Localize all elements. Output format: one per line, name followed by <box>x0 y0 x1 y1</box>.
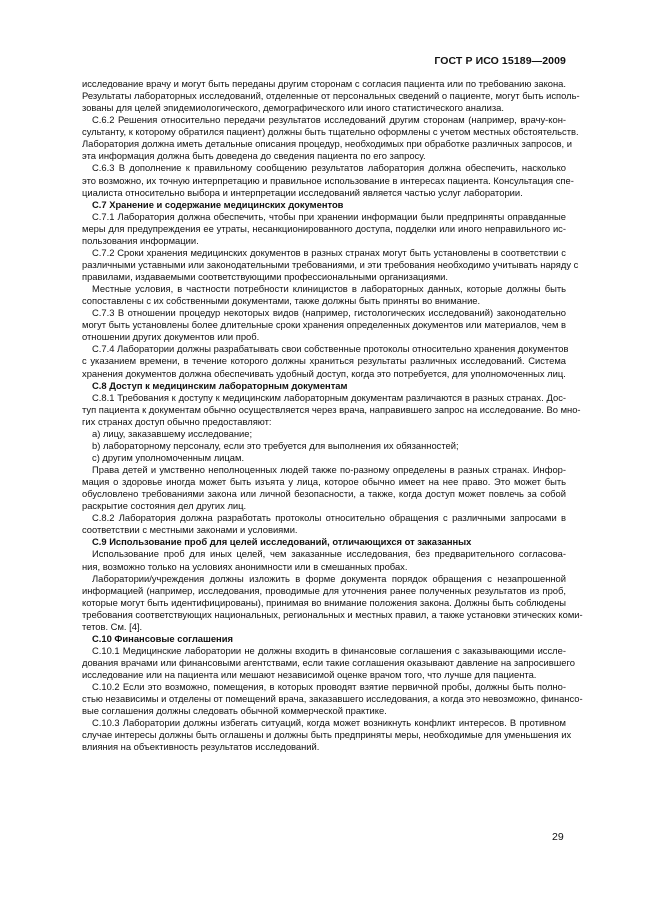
text-line: которые могут быть идентифицированы), принимая во внимание положения закона. Должны быть соблюдены <box>82 596 566 608</box>
text-line: c) другим уполномоченным лицам. <box>92 451 245 463</box>
text-line: могут быть установлены более длительные сроки хранения определенных документов или материалов, чем в <box>82 319 566 331</box>
paragraph <box>82 572 583 633</box>
paragraph <box>82 644 575 681</box>
text-line: С.10 Финансовые соглашения <box>92 632 233 644</box>
text-line: циалиста относительно выбора и интерпретации исследований является частью услуг лаборатории. <box>82 186 523 198</box>
text-line: отношении других документов или проб. <box>82 331 260 343</box>
text-line: стью независимы и отделены от помещений врача, заказавшего исследования, а когда это невозможно, финансо- <box>82 693 583 705</box>
text-line: Использование проб для иных целей, чем заказанные исследования, без предварительного согласова- <box>92 548 566 560</box>
paragraph <box>82 114 579 162</box>
paragraph <box>82 343 569 379</box>
paragraph <box>82 717 572 753</box>
text-line: требования соответствующих национальных, региональных и местных правил, а также установки этических коми- <box>82 608 583 620</box>
text-line: С.8.1 Требования к доступу к медицинским лабораторным документам различаются в разных странах. Дос- <box>92 391 566 403</box>
paragraph <box>82 78 580 114</box>
paragraph <box>82 307 566 343</box>
paragraph <box>82 548 566 572</box>
paragraph <box>82 211 566 247</box>
document-header-standard-number: ГОСТ Р ИСО 15189—2009 <box>434 55 566 67</box>
text-line: С.7.1 Лаборатория должна обеспечить, чтобы при хранении информации были предприняты оправданные <box>92 210 566 222</box>
text-line: Лаборатория должна иметь детальные описания процедур, необходимых при обработке различных запросов, и <box>82 138 572 150</box>
text-line: С.10.2 Если это возможно, помещения, в которых проводят взятие первичной пробы, должны быть полно- <box>92 681 566 693</box>
text-line: гих странах доступ обычно предоставляют: <box>82 415 272 427</box>
text-line: информацией (например, исследования, проводимые для уточнения ранее полученных результатов из проб, <box>82 584 566 596</box>
text-line: соответствии с местными законами и условиями. <box>82 524 298 536</box>
text-line: правилами, издаваемыми соответствующими профессиональными организациями. <box>82 271 449 282</box>
text-line: С.7 Хранение и содержание медицинских документов <box>92 198 344 210</box>
text-line: С.10.3 Лаборатории должны избегать ситуаций, когда может возникнуть конфликт интересов. В противном <box>92 717 566 729</box>
text-line: ния, возможно только на условиях анонимности или в смешанных пробах. <box>82 560 408 572</box>
list-item <box>82 428 566 440</box>
text-line: хранения документов должна обеспечивать удобный доступ, когда это потребуется, для уполномоченных лиц. <box>82 367 566 379</box>
text-line: С.9 Использование проб для целей исследований, отличающихся от заказанных <box>92 536 472 548</box>
text-line: Права детей и умственно неполноценных людей также по-разному определены в разных странах. Инфор- <box>92 464 566 475</box>
list-item <box>82 452 566 464</box>
text-line: раскрытие состояния дел других лиц. <box>82 500 247 512</box>
text-line: сопоставлены с их собственными документами, также должны быть приняты во внимание. <box>82 295 481 307</box>
text-line: b) лабораторному персоналу, если это требуется для выполнения их обязанностей; <box>92 439 459 451</box>
text-line: меры для предупреждения ее утраты, несанкционированного доступа, подделки или иного неправильного ис- <box>82 222 566 234</box>
text-line: С.6.2 Решения относительно передачи результатов исследований другим сторонам (например, врачу-кон- <box>92 114 566 126</box>
paragraph <box>82 681 583 717</box>
section-heading <box>82 199 566 211</box>
text-line: сультанту, к которому обратился пациент) должны быть тщательно оформлены с учетом местных обстоятельств. <box>82 126 579 138</box>
text-line: исследование или на пациента или мешают независимой оценке врачом того, что лучше для пациента. <box>82 669 537 681</box>
text-line: С.7.2 Сроки хранения медицинских документов в разных странах могут быть установлены в соответствии с <box>92 246 566 258</box>
text-line: зованы для целей эпидемиологического, демографического или иного статистического анализа. <box>82 102 504 114</box>
text-line: С.7.4 Лаборатории должны разрабатывать свои собственные протоколы относительно хранения документов <box>92 343 569 355</box>
text-line: туп пациента к документам обычно осуществляется через врача, направившего запрос на исследование. Во мно- <box>82 403 581 415</box>
text-line: влияния на объективность результатов исследований. <box>82 741 320 753</box>
list-item <box>82 440 566 452</box>
text-line: С.8 Доступ к медицинским лабораторным документам <box>92 379 348 391</box>
text-line: вые соглашения должны следовать обычной коммерческой практике. <box>82 705 387 717</box>
text-line: С.7.3 В отношении процедур некоторых видов (например, гистологических исследований) законодательно <box>92 307 566 319</box>
page-number: 29 <box>552 831 564 843</box>
text-line: пользования информации. <box>82 234 199 246</box>
text-line: С.10.1 Медицинские лаборатории не должны входить в финансовые соглашения с заказывающими иссле- <box>92 644 566 656</box>
document-body <box>82 78 583 754</box>
paragraph <box>82 512 566 536</box>
paragraph <box>82 464 566 512</box>
text-line: Результаты лабораторных исследований, отделенные от персональных сведений о пациенте, могут быть исполь- <box>82 90 580 102</box>
section-heading <box>82 380 566 392</box>
section-heading <box>82 633 566 645</box>
paragraph <box>82 283 566 307</box>
text-line: Лаборатории/учреждения должны изложить в форме документа порядок обращения с незапрошенной <box>92 572 566 584</box>
text-line: a) лицу, заказавшему исследование; <box>92 427 253 439</box>
text-line: мация о здоровье иногда может быть изъята у лица, которое обычно имеет на нее право. Это может быть <box>82 476 566 488</box>
text-line: С.8.2 Лаборатория должна разработать протоколы относительно обращения с различными запросами в <box>92 512 566 524</box>
text-line: дования врачами или финансовыми агентствами, если такие соглашения оказывают давление на запросившего <box>82 657 575 668</box>
text-line: эта информация должна быть доведена до сведения пациента по его запросу. <box>82 150 426 162</box>
paragraph <box>82 162 574 198</box>
text-line: различными уставными или законодательными требованиями, и эти требования необходимо учитывать наряду с <box>82 258 579 270</box>
text-line: это возможно, их точную интерпретацию и правильное использование в интересах пациента. Консультация спе- <box>82 174 574 186</box>
paragraph <box>82 391 581 428</box>
text-line: исследование врачу и могут быть переданы другим сторонам с согласия пациента или по требованию закона. <box>82 78 566 89</box>
text-line: с указанием времени, в течение которого должны храниться результаты различных исследований. Система <box>82 355 566 367</box>
section-heading <box>82 536 566 548</box>
text-line: С.6.3 В дополнение к правильному сообщению результатов лаборатория должна обеспечить, насколько <box>92 162 566 174</box>
text-line: случае интересы должны быть оглашены и должны быть предприняты меры, необходимые для уменьшения их <box>82 729 572 741</box>
paragraph <box>82 246 579 283</box>
text-line: тетов. См. [4]. <box>82 620 143 632</box>
text-line: обусловлено требованиями закона или личной безопасности, а также, когда доступ может повлечь за собой <box>82 488 566 500</box>
text-line: Местные условия, в частности потребности клиницистов в лабораторных данных, которые должны быть <box>92 283 566 295</box>
